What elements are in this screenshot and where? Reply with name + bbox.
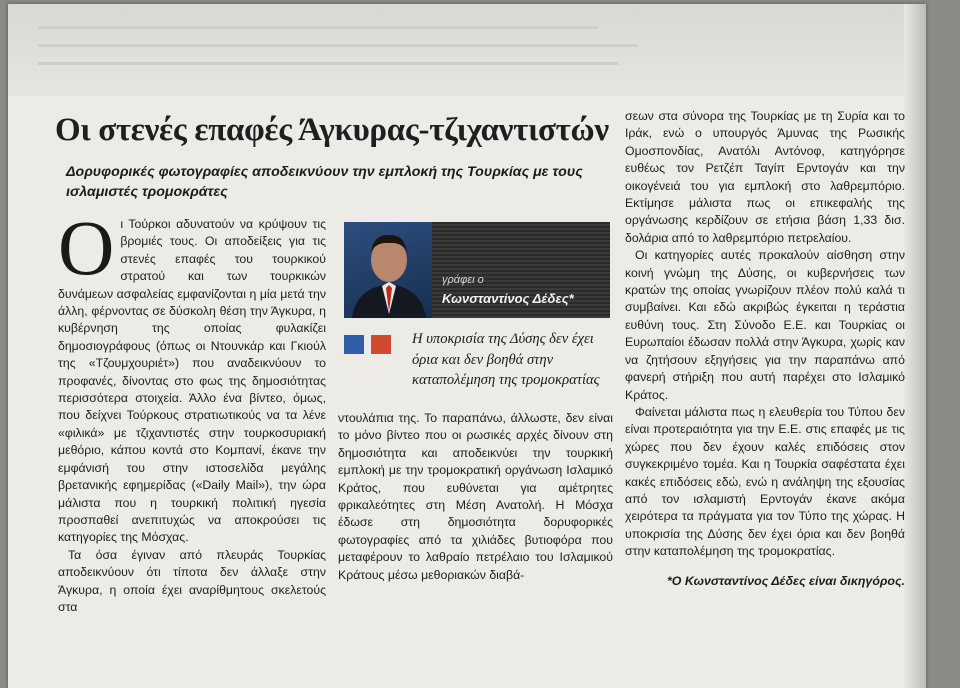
article-column-3	[625, 108, 905, 561]
paragraph: Οι κατηγορίες αυτές προκαλούν αίσθηση στην κοινή γνώμη της Δύσης, οι κυβερνήσεις των κρατών της οποίας γνωρίζουν πλέον πολύ καλά τι συμβαίνει. Και εδώ ακριβώς έγκειται η τεράστια ευθύνη τους. Στη Σύνοδο Ε.Ε. και Τουρκίας οι Ευρωπαίοι έδωσαν πολλά στην Άγκυρα, χωρίς καν να ζητήσουν εξηγήσεις για την παραπάνω από φανερή στήριξη που αυτή παρέχει στο Ισλαμικό Κράτος.	[625, 248, 905, 402]
byline-label: γράφει ο	[442, 274, 484, 286]
author-portrait-icon	[344, 222, 432, 318]
red-square-marker	[371, 335, 391, 354]
drop-cap: Ο	[58, 204, 115, 291]
author-box	[344, 222, 610, 318]
pull-quote: Η υποκρισία της Δύσης δεν έχει όρια και δεν βοηθά στην καταπολέμηση της τρομοκρατίας	[412, 331, 600, 389]
author-photo	[344, 222, 432, 318]
blue-square-marker	[344, 335, 364, 354]
newspaper-page	[8, 4, 926, 688]
previous-article-strip	[8, 4, 926, 96]
paragraph: Φαίνεται μάλιστα πως η ελευθερία του Τύπου δεν είναι προτεραιότητα για την Ε.Ε. στις επαφές με τις χώρες που δεν έχουν καλές επιδόσεις στον συγκεκριμένο τομέα. Και η Τουρκία σαφέστατα έχει κακές επιδόσεις εδώ, ενώ η ανάληψη της εξουσίας από τον ισλαμιστή Ερντογάν έκανε ακόμα χειρότερα τα πράγματα για τον Τύπο της χώρας. Η υποκρισία της Δύσης δεν έχει όρια και δεν βοηθά στην καταπολέμηση της τρομοκρατίας.	[625, 404, 905, 559]
article-headline: Οι στενές επαφές Άγκυρας-τζιχαντιστών	[55, 112, 609, 148]
article-column-2	[338, 410, 613, 584]
faded-text-line	[38, 62, 618, 65]
paragraph: σεων στα σύνορα της Τουρκίας με τη Συρία και το Ιράκ, ενώ ο υπουργός Άμυνας της Ρωσικής Ομοσπονδίας, Ανατόλι Αντόνοφ, κατηγόρησε ευθέως τον Ρετζέπ Ταγίπ Ερντογάν και την οικογένειά του για εμπλοκή στο λαθρεμπόριο. Εκτίμησε μάλιστα πως οι επικεφαλής της οργάνωσης κερδίζουν σε ετήσια βάση 1,33 δισ. δολάρια από το λαθρεμπόριο πετρελαίου.	[625, 109, 905, 245]
paragraph: ντουλάπια της. Το παραπάνω, άλλωστε, δεν είναι το μόνο βίντεο που οι ρωσικές αρχές δίνουν στη δημοσιότητα και αποδεικνύει την τουρκική εμπλοκή με την τρομοκρατική οργάνωση Ισλαμικό Κράτος, που ευθύνεται για αμέτρητες φρικαλεότητες στη Μέση Ανατολή. Η Μόσχα έδωσε στη δημοσιότητα δορυφορικές φωτογραφίες από τα χιλιάδες βυτιοφόρα που μεταφέρουν το λαθραίο πετρέλαιο του Ισλαμικού Κράτους μέσω μεθοριακών διαβά-	[338, 411, 613, 582]
article-column-1	[58, 204, 326, 616]
paragraph: Τα όσα έγιναν από πλευράς Τουρκίας αποδεικνύουν ότι τίποτα δεν άλλαξε στην Άγκυρα, η οποία έχει αναρίθμητους σκελετούς στα	[58, 547, 326, 614]
ghost-bleed-text	[904, 304, 926, 374]
paragraph: ι Τούρκοι αδυνατούν να κρύψουν τις βρομιές τους. Οι αποδείξεις για τις στενές επαφές του τουρκικού στρατού και των τουρκικών δυνάμεων ασφαλείας εμφανίζονται η μία μετά την άλλη, φέρνοντας σε δύσκολη θέση την Άγκυρα, η κυβέρνηση της οποίας φυλακίζει δημοσιογράφους (όπως οι Ντουνκάρ και Γκιούλ της «Τζουμχουριέτ») που αναδεικνύουν το προφανές, δίνοντας στο φως της δημοσιότητας περισσότερα στοιχεία. Άλλο ένα βίντεο, όμως, που δείχνει Τούρκους στρατιωτικούς να τα λένε «φιλικά» με τζιχαντιστές στην τουρκοσυριακή μεθόριο, κάπου κοντά στο Κομπανί, έκανε την εμφάνισή του στην ιστοσελίδα μεγάλης βρετανικής εφημερίδας («Daily Mail»), την ώρα μάλιστα που η τουρκική πολιτική ηγεσία προσπαθεί ανεπιτυχώς να αποκρούσει τις κατηγορίες της Μόσχας.	[58, 217, 326, 545]
author-signoff: *Ο Κωνσταντίνος Δέδες είναι δικηγόρος.	[666, 574, 905, 588]
faded-text-line	[38, 26, 598, 29]
byline-author: Κωνσταντίνος Δέδες*	[442, 291, 574, 306]
article-subheadline: Δορυφορικές φωτογραφίες αποδεικνύουν την εμπλοκή της Τουρκίας με τους ισλαμιστές τρομοκράτες	[66, 164, 583, 200]
faded-text-line	[38, 44, 638, 47]
